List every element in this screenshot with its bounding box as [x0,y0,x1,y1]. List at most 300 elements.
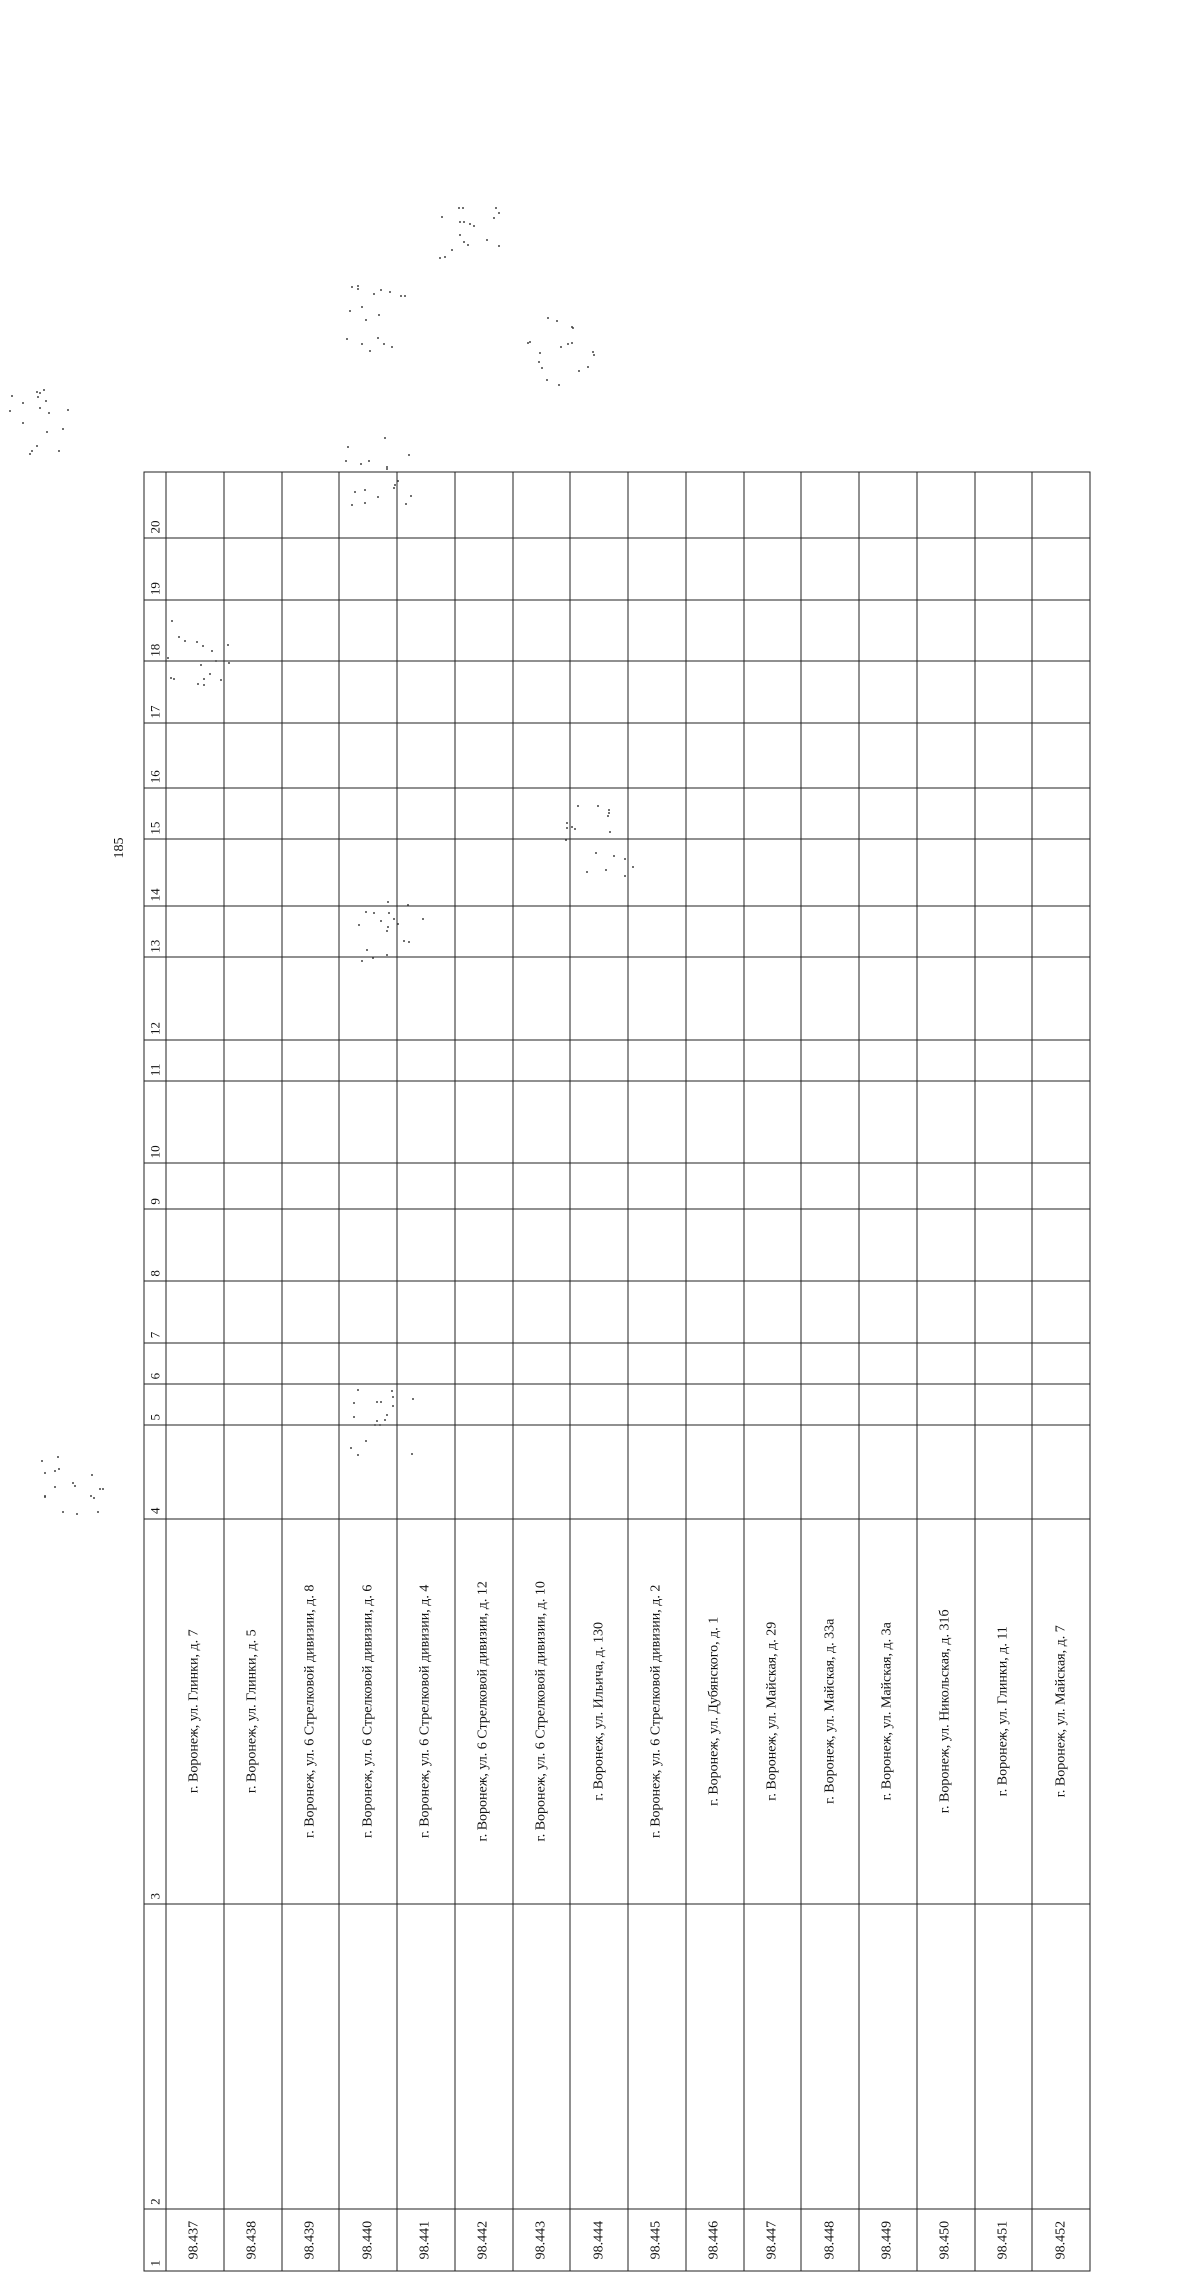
scan-speck [498,245,500,247]
scan-speck [37,396,39,398]
empty-cell [166,1040,224,1081]
scan-speck [76,1513,78,1515]
empty-cell [859,957,917,1039]
table-row [686,472,744,2271]
empty-cell [570,1081,628,1163]
empty-cell [282,723,340,788]
scan-speck [372,957,374,959]
scan-speck [380,289,382,291]
row-number-cell: 98.446 [686,2209,744,2271]
scan-speck [54,1486,56,1488]
column-header-19: 19 [144,538,166,600]
column-header-11: 11 [144,1040,166,1081]
column-header-14: 14 [144,839,166,906]
empty-cell [744,906,802,957]
empty-cell [975,1904,1033,2209]
empty-cell [339,1904,397,2209]
empty-cell [339,1209,397,1281]
empty-cell [282,1209,340,1281]
scan-speck [405,503,407,505]
scan-speck [360,463,362,465]
empty-cell [397,788,455,839]
empty-cell [975,600,1033,662]
empty-cell [166,661,224,723]
empty-cell [513,1163,571,1209]
empty-cell [975,538,1033,600]
empty-cell [975,957,1033,1039]
column-header-12: 12 [144,957,166,1039]
empty-cell [166,1281,224,1343]
empty-cell [455,957,513,1039]
empty-cell [570,472,628,538]
empty-cell [628,1163,686,1209]
row-number-cell: 98.451 [975,2209,1033,2271]
column-header-15: 15 [144,788,166,839]
scan-speck [547,317,549,319]
empty-cell [1032,472,1090,538]
empty-cell [397,1163,455,1209]
scan-speck [469,223,471,225]
empty-cell [455,1343,513,1384]
empty-cell [339,957,397,1039]
scan-speck [197,683,199,685]
empty-cell [339,723,397,788]
empty-cell [801,906,859,957]
column-header-7: 7 [144,1281,166,1343]
empty-cell [570,1281,628,1343]
empty-cell [166,1384,224,1425]
scan-speck [444,256,446,258]
column-header-6: 6 [144,1343,166,1384]
scan-speck [574,828,576,830]
scan-speck [393,487,395,489]
empty-cell [513,906,571,957]
address-cell: г. Воронеж, ул. Майская, д. 29 [744,1519,802,1905]
empty-cell [975,788,1033,839]
scan-speck [459,221,461,223]
scan-speck [67,409,69,411]
empty-cell [166,957,224,1039]
column-header-9: 9 [144,1163,166,1209]
scan-speck [22,402,24,404]
empty-cell [801,1081,859,1163]
empty-cell [801,1904,859,2209]
scan-speck [39,407,41,409]
empty-cell [859,661,917,723]
address-cell: г. Воронеж, ул. 6 Стрелковой дивизии, д. 10 [513,1519,571,1905]
empty-cell [455,1163,513,1209]
empty-cell [513,1343,571,1384]
empty-cell [917,1425,975,1519]
column-header-17: 17 [144,661,166,723]
empty-cell [282,661,340,723]
empty-cell [282,1163,340,1209]
address-cell: г. Воронеж, ул. Майская, д. 33а [801,1519,859,1905]
empty-cell [570,1904,628,2209]
empty-cell [859,1081,917,1163]
scan-speck [577,805,579,807]
column-header-20: 20 [144,472,166,538]
scan-speck [607,815,609,817]
empty-cell [339,1384,397,1425]
row-number-cell: 98.452 [1032,2209,1090,2271]
column-header-2: 2 [144,1904,166,2209]
empty-cell [570,1343,628,1384]
scan-speck [408,941,410,943]
row-number-cell: 98.438 [224,2209,282,2271]
empty-cell [397,472,455,538]
address-cell: г. Воронеж, ул. Майская, д. 7 [1032,1519,1090,1905]
empty-cell [1032,957,1090,1039]
column-header-3: 3 [144,1519,166,1905]
scan-speck [384,437,386,439]
scan-speck [48,412,50,414]
scan-speck [345,460,347,462]
empty-cell [397,1904,455,2209]
address-cell: г. Воронеж, ул. 6 Стрелковой дивизии, д. 4 [397,1519,455,1905]
column-header-13: 13 [144,906,166,957]
empty-cell [166,723,224,788]
empty-cell [975,1384,1033,1425]
empty-cell [1032,600,1090,662]
empty-cell [339,1281,397,1343]
empty-cell [282,538,340,600]
empty-cell [513,723,571,788]
scan-speck [58,450,60,452]
empty-cell [224,788,282,839]
scan-speck [31,450,33,452]
empty-cell [917,839,975,906]
empty-cell [339,1163,397,1209]
empty-cell [397,839,455,906]
address-cell: г. Воронеж, ул. Майская, д. 3а [859,1519,917,1905]
scan-speck [558,384,560,386]
empty-cell [455,600,513,662]
scan-speck [593,354,595,356]
empty-cell [224,1081,282,1163]
empty-cell [744,661,802,723]
empty-cell [917,957,975,1039]
empty-cell [628,472,686,538]
empty-cell [513,957,571,1039]
empty-cell [801,839,859,906]
scan-speck [377,496,379,498]
empty-cell [628,1209,686,1281]
scan-speck [400,295,402,297]
empty-cell [166,1904,224,2209]
empty-cell [166,1209,224,1281]
empty-cell [282,1281,340,1343]
empty-cell [628,788,686,839]
scan-speck [546,379,548,381]
scan-speck [74,1485,76,1487]
empty-cell [1032,1384,1090,1425]
address-cell: г. Воронеж, ул. 6 Стрелковой дивизии, д. 6 [339,1519,397,1905]
empty-cell [1032,1040,1090,1081]
scan-speck [378,314,380,316]
empty-cell [397,1425,455,1519]
column-header-1: 1 [144,2209,166,2271]
empty-cell [166,1425,224,1519]
empty-cell [744,839,802,906]
empty-cell [975,1281,1033,1343]
empty-cell [397,906,455,957]
empty-cell [282,1904,340,2209]
scan-speck [439,257,441,259]
scan-speck [44,1495,46,1497]
scan-speck [93,1497,95,1499]
scan-speck [349,310,351,312]
empty-cell [917,472,975,538]
scan-speck [571,342,573,344]
empty-cell [570,1209,628,1281]
empty-cell [339,1040,397,1081]
empty-cell [397,600,455,662]
empty-cell [224,1343,282,1384]
column-header-10: 10 [144,1081,166,1163]
empty-cell [166,538,224,600]
empty-cell [570,906,628,957]
empty-cell [1032,1081,1090,1163]
scan-speck [41,1460,43,1462]
empty-cell [166,1343,224,1384]
empty-cell [282,906,340,957]
empty-cell [339,1425,397,1519]
empty-cell [628,538,686,600]
empty-cell [859,723,917,788]
empty-cell [1032,906,1090,957]
scan-speck [11,395,13,397]
scan-speck [54,1470,56,1472]
empty-cell [455,1081,513,1163]
empty-cell [628,1904,686,2209]
empty-cell [628,839,686,906]
scan-speck [45,400,47,402]
scan-speck [36,391,38,393]
empty-cell [224,906,282,957]
empty-cell [744,600,802,662]
table-row [744,472,802,2271]
address-cell: г. Воронеж, ул. Ильича, д. 130 [570,1519,628,1905]
empty-cell [859,1384,917,1425]
empty-cell [1032,1425,1090,1519]
empty-cell [1032,788,1090,839]
scan-speck [102,1488,104,1490]
scan-speck [459,234,461,236]
scan-speck [463,221,465,223]
empty-cell [513,1081,571,1163]
empty-cell [686,723,744,788]
empty-cell [686,661,744,723]
scan-speck [58,1468,60,1470]
empty-cell [570,1384,628,1425]
empty-cell [455,906,513,957]
empty-cell [628,1343,686,1384]
empty-cell [570,1425,628,1519]
empty-cell [975,1163,1033,1209]
address-cell: г. Воронеж, ул. 6 Стрелковой дивизии, д. 8 [282,1519,340,1905]
column-header-16: 16 [144,723,166,788]
scan-speck [347,446,349,448]
empty-cell [224,839,282,906]
scan-speck [578,370,580,372]
empty-cell [455,1281,513,1343]
empty-cell [166,472,224,538]
empty-cell [686,1904,744,2209]
empty-cell [744,1081,802,1163]
empty-cell [917,788,975,839]
empty-cell [917,1040,975,1081]
empty-cell [975,472,1033,538]
empty-cell [397,1343,455,1384]
empty-cell [570,1040,628,1081]
row-number-cell: 98.450 [917,2209,975,2271]
empty-cell [282,788,340,839]
row-number-cell: 98.441 [397,2209,455,2271]
scan-speck [458,207,460,209]
scan-speck [9,410,11,412]
empty-cell [859,472,917,538]
row-number-cell: 98.443 [513,2209,571,2271]
empty-cell [1032,1343,1090,1384]
empty-cell [397,723,455,788]
empty-cell [917,1343,975,1384]
empty-cell [975,723,1033,788]
scan-speck [62,428,64,430]
empty-cell [339,472,397,538]
scan-speck [383,343,385,345]
scan-speck [539,352,541,354]
empty-cell [744,957,802,1039]
empty-cell [224,1904,282,2209]
scan-speck [351,286,353,288]
empty-cell [859,1343,917,1384]
empty-cell [686,906,744,957]
empty-cell [455,723,513,788]
scan-speck [493,217,495,219]
empty-cell [397,1040,455,1081]
empty-cell [686,1081,744,1163]
empty-cell [397,661,455,723]
scan-speck [411,1453,413,1455]
empty-cell [455,538,513,600]
empty-cell [513,1904,571,2209]
empty-cell [975,1209,1033,1281]
empty-cell [917,1209,975,1281]
scan-speck [389,291,391,293]
scan-speck [357,1454,359,1456]
empty-cell [339,839,397,906]
empty-cell [801,1425,859,1519]
address-cell: г. Воронеж, ул. Глинки, д. 7 [166,1519,224,1905]
empty-cell [744,1281,802,1343]
scan-speck [90,1495,92,1497]
empty-cell [628,1281,686,1343]
column-header-row [144,472,166,2271]
empty-cell [224,661,282,723]
page-number: 185 [112,837,127,859]
empty-cell [282,1040,340,1081]
scan-speck [391,346,393,348]
address-cell: г. Воронеж, ул. Глинки, д. 11 [975,1519,1033,1905]
column-header-18: 18 [144,600,166,662]
empty-cell [455,661,513,723]
empty-cell [166,788,224,839]
empty-cell [1032,1904,1090,2209]
scan-speck [62,1511,64,1513]
empty-cell [224,538,282,600]
empty-cell [686,788,744,839]
row-number-cell: 98.440 [339,2209,397,2271]
column-header-8: 8 [144,1209,166,1281]
empty-cell [859,1209,917,1281]
empty-cell [975,1040,1033,1081]
empty-cell [628,723,686,788]
empty-cell [166,1163,224,1209]
scan-speck [364,502,366,504]
empty-cell [166,1081,224,1163]
empty-cell [397,538,455,600]
scan-speck [57,1456,59,1458]
empty-cell [339,661,397,723]
row-number-cell: 98.444 [570,2209,628,2271]
empty-cell [570,538,628,600]
scan-speck [36,445,38,447]
empty-cell [455,839,513,906]
scan-speck [463,241,465,243]
empty-cell [1032,1281,1090,1343]
empty-cell [455,472,513,538]
empty-cell [224,1163,282,1209]
empty-cell [166,600,224,662]
empty-cell [859,538,917,600]
empty-cell [801,1040,859,1081]
empty-cell [744,1163,802,1209]
empty-cell [339,1081,397,1163]
empty-cell [917,1281,975,1343]
row-number-cell: 98.439 [282,2209,340,2271]
scan-speck [44,1472,46,1474]
empty-cell [224,957,282,1039]
scan-speck [29,453,31,455]
address-cell: г. Воронеж, ул. Глинки, д. 5 [224,1519,282,1905]
empty-cell [570,600,628,662]
empty-cell [282,839,340,906]
empty-cell [744,1343,802,1384]
row-number-cell: 98.448 [801,2209,859,2271]
table-row [513,472,571,2271]
empty-cell [224,723,282,788]
empty-cell [686,957,744,1039]
address-cell: г. Воронеж, ул. Дубянского, д. 1 [686,1519,744,1905]
empty-cell [224,1281,282,1343]
empty-cell [339,1343,397,1384]
empty-cell [917,723,975,788]
empty-cell [628,1425,686,1519]
empty-cell [282,1384,340,1425]
empty-cell [801,472,859,538]
empty-cell [686,1425,744,1519]
empty-cell [570,661,628,723]
scan-speck [451,249,453,251]
row-number-cell: 98.447 [744,2209,802,2271]
scan-speck [43,389,45,391]
table-row [166,472,224,2271]
scan-speck [365,911,367,913]
column-header-4: 4 [144,1425,166,1519]
scan-speck [605,869,607,871]
empty-cell [859,906,917,957]
